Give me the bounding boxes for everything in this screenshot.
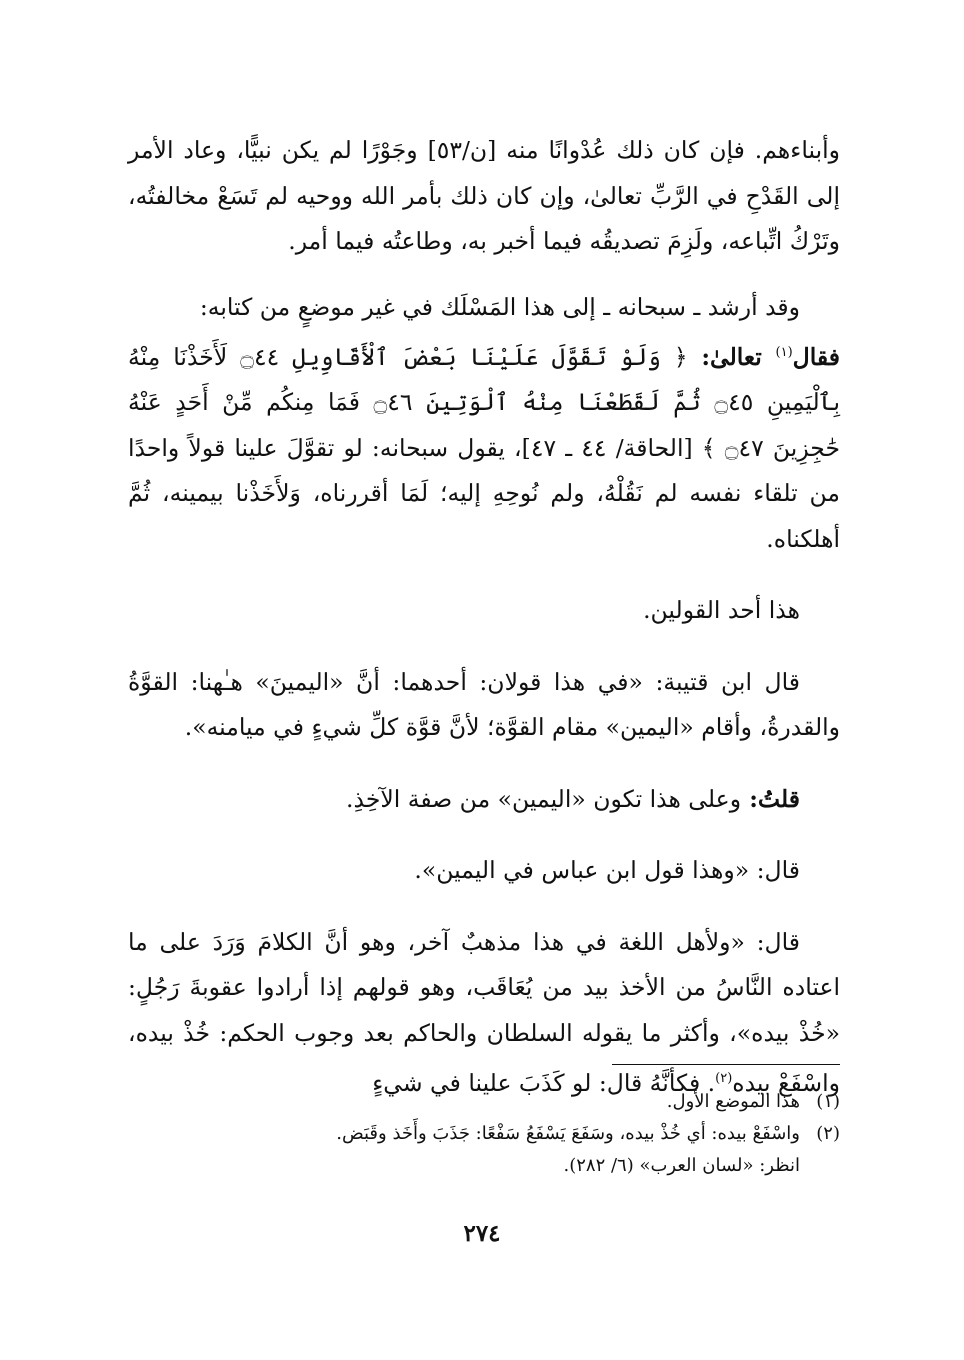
paragraph-2 <box>128 285 840 331</box>
paragraph-1 <box>128 128 840 265</box>
paragraph-3 <box>128 330 840 562</box>
page-number: ٢٧٤ <box>463 1220 501 1247</box>
paragraph-8-text: قال: «ولأهل اللغة في هذا مذهبٌ آخر، وهو أنَّ الكلامَ وَرَدَ على ما اعتاده النَّاسُ من الأخذ بيد من يُعَاقَب، وهو قولهم إذا أرادوا عقوبةَ رَجُلٍ: «خُذْ بيده»، وأكثر ما يقوله السلطان والحاكم بعد وجوب الحكم: خُذْ بيده، واسْفَعْ بيده <box>128 927 840 1098</box>
paragraph-7 <box>128 848 840 894</box>
paragraph-7-text: قال: «وهذا قول ابن عباس في اليمين». <box>414 856 800 885</box>
paragraph-1-text: وأبناءهم. فإن كان ذلك عُدْوانًا منه [ن/٥٣] وجَوْرًا لم يكن نبيًّا، وعاد الأمر إلى القَدْحِ في الرَّبِّ تعالىٰ، وإن كان ذلك بأمر الله ووحيه لم تَسَعْ مخالفتُه، وتَرْكُ اتِّباعه، ولَزِمَ تصديقُه فيما أخبر به، وطاعتُه فيما أمر. <box>128 136 840 255</box>
footnote-2-cont-text: انظر: «لسان العرب» (٦/ ٢٨٢). <box>563 1155 800 1176</box>
paragraph-8 <box>128 920 840 1107</box>
footnote-2 <box>128 1118 840 1150</box>
paragraph-4 <box>128 588 840 634</box>
footnote-2-text: واسْفَعْ بيده: أي خُذْ بيده، وسَفَعَ يَسْفَعُ سَفْعًا: جَذَبَ وأَخَذ وقَبَض. <box>336 1123 800 1144</box>
footnote-ref-1: (١) <box>775 345 793 360</box>
footnotes <box>128 1086 840 1182</box>
paragraph-5 <box>128 660 840 751</box>
footnote-2-continuation <box>128 1150 840 1182</box>
footnote-2-number: (٢) <box>816 1123 840 1144</box>
paragraph-8-text-2: . فكأنَّهُ قال: لو كَذَبَ علينا في شيءٍ <box>372 1069 716 1098</box>
footnote-1-number: (١) <box>816 1091 840 1112</box>
paragraph-4-text: هذا أحد القولين. <box>643 596 800 625</box>
footnote-1 <box>128 1086 840 1118</box>
paragraph-2-text: وقد أرشد ـ سبحانه ـ إلى هذا المَسْلَك في غير موضعٍ من كتابه: <box>199 292 800 321</box>
footnote-1-text: هذا الموضع الأول. <box>666 1091 800 1112</box>
footnote-divider <box>612 1064 840 1065</box>
paragraph-6-lead: قلتُ: <box>741 784 800 813</box>
paragraph-3-lead: فقال <box>792 342 840 371</box>
paragraph-3-lead-2: تعالىٰ: <box>687 342 776 371</box>
paragraph-5-text: قال ابن قتيبة: «في هذا قولان: أحدهما: أنَّ «اليمينَ» هـٰهنا: القوَّةُ والقدرةُ، وأقام «اليمين» مقام القوَّة؛ لأنَّ قوَّة كلِّ شيءٍ في ميامنه». <box>128 667 840 742</box>
paragraph-3-text: ﴿ وَلَوْ تَقَوَّلَ عَلَيْنَا بَعْضَ ٱلْأَقَاوِيلِ ۝٤٤ لَأَخَذْنَا مِنْهُ بِٱلْيَمِينِ ۝٤٥ ثُمَّ لَقَطَعْنَا مِنْهُ ٱلْوَتِينَ ۝٤٦ فَمَا مِنكُم مِّنْ أَحَدٍ عَنْهُ حَٰجِزِينَ ۝٤٧ ﴾ [الحاقة/ ٤٤ ـ ٤٧]، يقول سبحانه: لو تقوَّلَ علينا قولاً واحدًا من تلقاء نفسه لم نَقُلْهُ، ولم نُوحِهِ إليه؛ لَمَا أقررناه، وَلأَخَذْنا بيمينه، ثُمَّ أهلكناه. <box>128 342 841 553</box>
paragraph-6 <box>128 777 840 823</box>
main-text <box>128 128 840 1107</box>
paragraph-6-text: وعلى هذا تكون «اليمين» من صفة الآخِذِ. <box>346 784 742 813</box>
footnote-ref-2: (٢) <box>715 1071 733 1087</box>
